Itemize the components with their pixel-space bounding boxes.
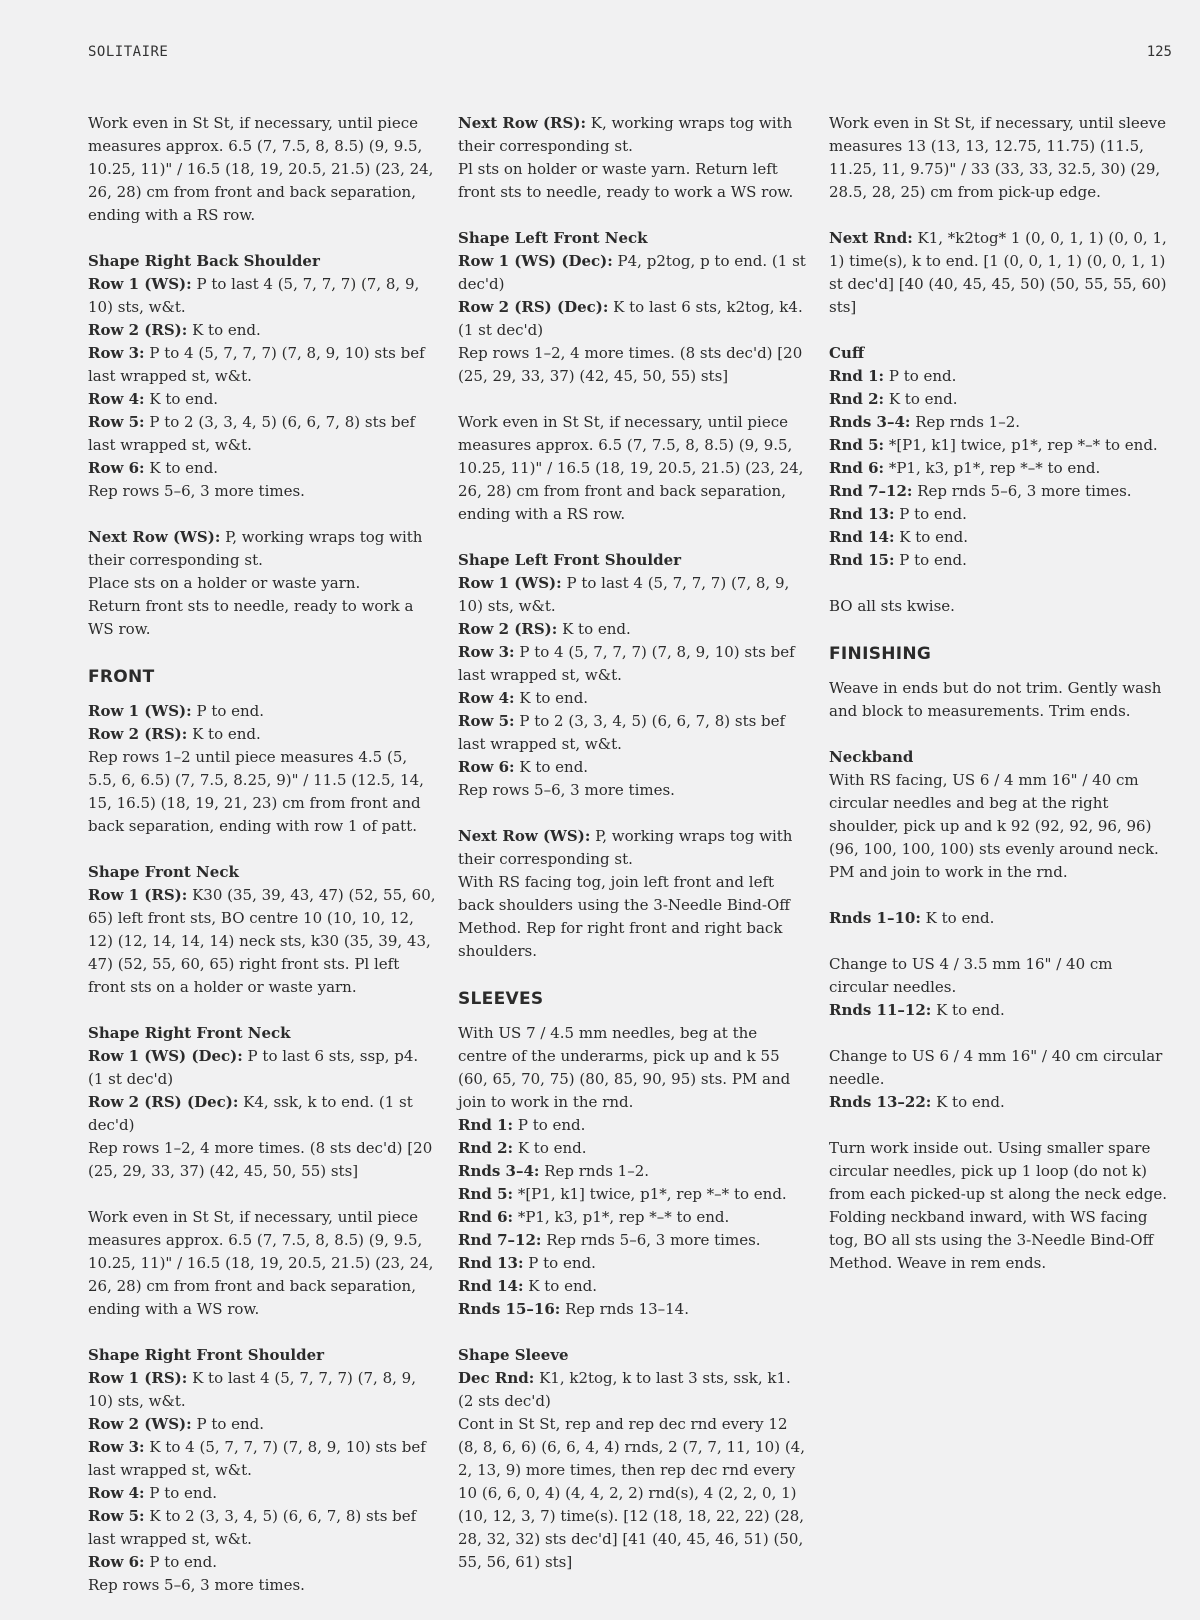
- instruction-line: [88, 700, 438, 723]
- row-label: Row 1 (WS) (Dec):: [88, 1047, 243, 1065]
- row-text: Place sts on a holder or waste yarn.: [88, 574, 361, 592]
- row-text: K1, *k2tog* 1 (0, 0, 1, 1) (0, 0, 1, 1) time(s), k to end. [1 (0, 0, 1, 1) (0, 0, 1, 1) st dec'd] [40 (40, 45, 45, 50) (50, 55, 55, 60) sts]: [829, 229, 1167, 316]
- instruction-line: [829, 1045, 1174, 1091]
- instruction-line: [88, 1551, 438, 1574]
- row-text: Rep rows 5–6, 3 more times.: [88, 1576, 305, 1594]
- running-head: SOLITAIRE: [88, 44, 169, 60]
- instruction-line: [829, 457, 1174, 480]
- instruction-block: [88, 1022, 438, 1183]
- row-label: Row 6:: [88, 1553, 145, 1571]
- row-label: Next Row (WS):: [458, 827, 591, 845]
- row-text: Rep rows 5–6, 3 more times.: [458, 781, 675, 799]
- row-label: Rnds 1–10:: [829, 909, 921, 927]
- instruction-block: [88, 526, 438, 641]
- row-label: Row 1 (RS):: [88, 1369, 188, 1387]
- row-text: Pl sts on holder or waste yarn. Return left front sts to needle, ready to work a WS row.: [458, 160, 794, 201]
- instruction-line: [458, 1413, 808, 1574]
- row-text: K to end.: [523, 1277, 597, 1295]
- instruction-block: [458, 411, 808, 526]
- instruction-line: [458, 1160, 808, 1183]
- row-label: Row 2 (WS):: [88, 1415, 192, 1433]
- instruction-line: [88, 342, 438, 388]
- row-text: Cont in St St, rep and rep dec rnd every 12 (8, 8, 6, 6) (6, 6, 4, 4) rnds, 2 (7, 7, 11, 10) (4, 2, 13, 9) more times, then rep dec rnd every 10 (6, 6, 0, 4) (4, 4, 2, 2) rnd(s), 4 (2, 2, 0, 1) (10, 12, 3, 7) time(s). [12 (18, 18, 22, 22) (28, 28, 32, 32) sts dec'd] [41 (40, 45, 46, 51) (50, 55, 56, 61) sts]: [458, 1415, 805, 1571]
- instruction-line: [458, 158, 808, 204]
- instruction-line: [458, 1137, 808, 1160]
- instruction-line: [88, 319, 438, 342]
- row-label: Rnds 3–4:: [829, 413, 911, 431]
- instruction-line: [88, 1505, 438, 1551]
- row-text: Weave in ends but do not trim. Gently wash and block to measurements. Trim ends.: [829, 679, 1162, 720]
- row-text: K30 (35, 39, 43, 47) (52, 55, 60, 65) left front sts, BO centre 10 (10, 10, 12, 12) (12, 14, 14, 14) neck sts, k30 (35, 39, 43, 47) (52, 55, 60, 65) right front sts. Pl left front sts on a holder or waste yarn.: [88, 886, 436, 996]
- row-label: Row 5:: [88, 1507, 145, 1525]
- instruction-line: [458, 411, 808, 526]
- row-text: Change to US 6 / 4 mm 16" / 40 cm circular needle.: [829, 1047, 1163, 1088]
- instruction-line: [88, 1045, 438, 1091]
- row-text: Rep rnds 5–6, 3 more times.: [912, 482, 1132, 500]
- row-text: K to end.: [920, 909, 995, 927]
- row-label: Row 2 (RS) (Dec):: [88, 1093, 239, 1111]
- instruction-line: [88, 1091, 438, 1137]
- row-label: Row 2 (RS):: [458, 620, 558, 638]
- row-text: P to 2 (3, 3, 4, 5) (6, 6, 7, 8) sts bef last wrapped st, w&t.: [88, 413, 416, 454]
- row-label: Row 6:: [88, 459, 145, 477]
- row-text: With RS facing, US 6 / 4 mm 16" / 40 cm circular needles and beg at the right shoulder, pick up and k 92 (92, 92, 96, 96) (96, 100, 100, 100) sts evenly around neck. PM and join to work in the rnd.: [829, 771, 1159, 881]
- row-text: With US 7 / 4.5 mm needles, beg at the centre of the underarms, pick up and k 55 (60, 65, 70, 75) (80, 85, 90, 95) sts. PM and join to work in the rnd.: [458, 1024, 791, 1111]
- subheading: Shape Sleeve: [458, 1346, 569, 1364]
- row-text: Work even in St St, if necessary, until sleeve measures 13 (13, 13, 12.75, 11.75) (11.5, 11.25, 11, 9.75)" / 33 (33, 33, 32.5, 30) (29, 28.5, 28, 25) cm from pick-up edge.: [829, 114, 1167, 201]
- row-label: Row 6:: [458, 758, 515, 776]
- instruction-line: [829, 953, 1174, 999]
- row-text: K to last 4 (5, 7, 7, 7) (7, 8, 9, 10) sts, w&t.: [88, 1369, 416, 1410]
- instruction-line: [88, 1367, 438, 1413]
- row-text: K to end.: [513, 1139, 587, 1157]
- section-heading: SLEEVES: [458, 989, 544, 1009]
- instruction-block: [458, 549, 808, 802]
- instruction-line: [829, 999, 1174, 1022]
- column-3: [829, 112, 1174, 1298]
- row-text: Return front sts to needle, ready to work a WS row.: [88, 597, 414, 638]
- instruction-line: [458, 1183, 808, 1206]
- instruction-block: [458, 1022, 808, 1321]
- row-label: Next Row (WS):: [88, 528, 221, 546]
- instruction-block: [88, 700, 438, 838]
- row-label: Rnd 13:: [829, 505, 895, 523]
- instruction-line: [88, 457, 438, 480]
- instruction-block: [829, 1137, 1174, 1275]
- row-text: Rep rnds 1–2.: [910, 413, 1021, 431]
- row-label: Rnd 1:: [829, 367, 885, 385]
- row-text: K to 4 (5, 7, 7, 7) (7, 8, 9, 10) sts bef last wrapped st, w&t.: [88, 1438, 426, 1479]
- row-text: K1, k2tog, k to last 3 sts, ssk, k1. (2 sts dec'd): [458, 1369, 791, 1410]
- instruction-line: [458, 296, 808, 342]
- row-text: P to 4 (5, 7, 7, 7) (7, 8, 9, 10) sts bef last wrapped st, w&t.: [88, 344, 425, 385]
- instruction-line: [88, 884, 438, 999]
- row-text: Work even in St St, if necessary, until piece measures approx. 6.5 (7, 7.5, 8, 8.5) (9, 9.5, 10.25, 11)" / 16.5 (18, 19, 20.5, 21.5) (23, 24, 26, 28) cm from front and back separation, ending with a RS row.: [88, 114, 434, 224]
- row-text: P, working wraps tog with their corresponding st.: [458, 827, 793, 868]
- row-text: K to end.: [894, 528, 968, 546]
- row-label: Row 1 (WS) (Dec):: [458, 252, 613, 270]
- row-text: P to last 4 (5, 7, 7, 7) (7, 8, 9, 10) sts, w&t.: [458, 574, 790, 615]
- instruction-line: [829, 227, 1174, 319]
- column-2: [458, 112, 808, 1597]
- row-text: Rep rows 1–2 until piece measures 4.5 (5, 5.5, 6, 6.5) (7, 7.5, 8.25, 9)" / 11.5 (12.5, 14, 15, 16.5) (18, 19, 21, 23) cm from front and back separation, ending with row 1 of patt.: [88, 748, 424, 835]
- row-label: Rnd 5:: [458, 1185, 514, 1203]
- row-text: K to end.: [931, 1001, 1005, 1019]
- instruction-line: [829, 1091, 1174, 1114]
- instruction-block: [829, 342, 1174, 572]
- row-text: P to end.: [144, 1484, 217, 1502]
- row-label: Rnds 15–16:: [458, 1300, 561, 1318]
- subheading: Shape Front Neck: [88, 863, 239, 881]
- instruction-line: [829, 769, 1174, 884]
- row-label: Rnd 6:: [829, 459, 885, 477]
- instruction-line: [88, 411, 438, 457]
- row-text: *P1, k3, p1*, rep *–* to end.: [884, 459, 1101, 477]
- page-number: 125: [1146, 44, 1172, 60]
- row-text: With RS facing tog, join left front and left back shoulders using the 3-Needle Bind-Off Method. Rep for right front and right back shoulders.: [458, 873, 790, 960]
- instruction-line: [88, 572, 438, 595]
- row-label: Row 5:: [88, 413, 145, 431]
- row-label: Rnds 3–4:: [458, 1162, 540, 1180]
- instruction-block: [458, 112, 808, 204]
- row-text: P to 2 (3, 3, 4, 5) (6, 6, 7, 8) sts bef last wrapped st, w&t.: [458, 712, 786, 753]
- instruction-line: [458, 342, 808, 388]
- row-text: Work even in St St, if necessary, until piece measures approx. 6.5 (7, 7.5, 8, 8.5) (9, 9.5, 10.25, 11)" / 16.5 (18, 19, 20.5, 21.5) (23, 24, 26, 28) cm from front and back separation, ending with a RS row.: [458, 413, 804, 523]
- instruction-line: [88, 388, 438, 411]
- instruction-block: [829, 595, 1174, 618]
- row-label: Row 1 (WS):: [88, 275, 192, 293]
- instruction-line: [458, 710, 808, 756]
- instruction-line: [829, 480, 1174, 503]
- instruction-line: [88, 1482, 438, 1505]
- instruction-block: [88, 112, 438, 227]
- row-label: Row 3:: [88, 1438, 145, 1456]
- instruction-block: [88, 861, 438, 999]
- subheading: Neckband: [829, 748, 914, 766]
- row-text: Rep rnds 5–6, 3 more times.: [541, 1231, 761, 1249]
- row-text: K to end.: [187, 321, 261, 339]
- row-text: K to end.: [557, 620, 631, 638]
- instruction-line: [458, 641, 808, 687]
- subheading: Shape Left Front Shoulder: [458, 551, 682, 569]
- instruction-line: [88, 1574, 438, 1597]
- instruction-line: [458, 871, 808, 963]
- instruction-block: [458, 825, 808, 963]
- row-label: Rnd 7–12:: [458, 1231, 542, 1249]
- row-label: Rnds 13–22:: [829, 1093, 932, 1111]
- instruction-line: [458, 1252, 808, 1275]
- row-text: BO all sts kwise.: [829, 597, 955, 615]
- instruction-line: [88, 1206, 438, 1321]
- row-text: K to end.: [884, 390, 958, 408]
- row-text: P to end.: [513, 1116, 586, 1134]
- row-text: Turn work inside out. Using smaller spare circular needles, pick up 1 loop (do not k) from each picked-up st along the neck edge. Folding neckband inward, with WS facing tog, BO all sts using the 3-Needle Bind-Off Method. Weave in rem ends.: [829, 1139, 1168, 1272]
- instruction-line: [458, 572, 808, 618]
- row-label: Rnd 6:: [458, 1208, 514, 1226]
- instruction-line: [88, 746, 438, 838]
- row-text: P to end.: [191, 1415, 265, 1433]
- row-label: Row 4:: [88, 390, 145, 408]
- instruction-line: [829, 1137, 1174, 1275]
- instruction-line: [458, 1022, 808, 1114]
- row-label: Rnd 1:: [458, 1116, 514, 1134]
- row-text: Rep rows 1–2, 4 more times. (8 sts dec'd) [20 (25, 29, 33, 37) (42, 45, 50, 55) sts]: [458, 344, 803, 385]
- instruction-block: [458, 227, 808, 388]
- row-text: P to end.: [884, 367, 957, 385]
- instruction-block: [88, 1344, 438, 1597]
- row-text: K to end.: [931, 1093, 1005, 1111]
- instruction-line: [88, 595, 438, 641]
- instruction-line: [458, 1275, 808, 1298]
- row-label: Rnd 7–12:: [829, 482, 913, 500]
- instruction-line: [458, 756, 808, 779]
- row-text: Rep rows 5–6, 3 more times.: [88, 482, 305, 500]
- instruction-line: [458, 1298, 808, 1321]
- instruction-line: [88, 526, 438, 572]
- row-label: Row 2 (RS):: [88, 725, 188, 743]
- row-label: Row 2 (RS):: [88, 321, 188, 339]
- row-label: Rnd 14:: [458, 1277, 524, 1295]
- instruction-block: [829, 112, 1174, 204]
- row-label: Row 2 (RS) (Dec):: [458, 298, 609, 316]
- row-label: Rnd 2:: [829, 390, 885, 408]
- instruction-line: [88, 273, 438, 319]
- instruction-block: [829, 227, 1174, 319]
- instruction-line: [458, 618, 808, 641]
- instruction-line: [458, 250, 808, 296]
- instruction-block: [88, 1206, 438, 1321]
- row-text: *P1, k3, p1*, rep *–* to end.: [513, 1208, 730, 1226]
- instruction-line: [829, 503, 1174, 526]
- row-text: P to end.: [894, 551, 967, 569]
- row-label: Next Row (RS):: [458, 114, 586, 132]
- instruction-line: [829, 388, 1174, 411]
- row-text: K to last 6 sts, k2tog, k4. (1 st dec'd): [458, 298, 803, 339]
- row-label: Row 3:: [458, 643, 515, 661]
- column-1: [88, 112, 438, 1620]
- row-label: Rnd 2:: [458, 1139, 514, 1157]
- row-text: Rep rnds 1–2.: [539, 1162, 650, 1180]
- instruction-line: [88, 1137, 438, 1183]
- instruction-line: [458, 687, 808, 710]
- row-text: P to end.: [523, 1254, 596, 1272]
- row-text: K to end.: [187, 725, 261, 743]
- instruction-line: [829, 365, 1174, 388]
- subheading: Shape Right Front Neck: [88, 1024, 291, 1042]
- instruction-line: [829, 549, 1174, 572]
- row-text: K4, ssk, k to end. (1 st dec'd): [88, 1093, 413, 1134]
- row-text: P to end.: [894, 505, 967, 523]
- instruction-line: [88, 1436, 438, 1482]
- instruction-line: [829, 434, 1174, 457]
- instruction-block: [829, 1045, 1174, 1114]
- row-label: Dec Rnd:: [458, 1369, 535, 1387]
- row-text: Rep rnds 13–14.: [560, 1300, 689, 1318]
- row-label: Next Rnd:: [829, 229, 913, 247]
- instruction-line: [458, 1229, 808, 1252]
- row-text: Work even in St St, if necessary, until piece measures approx. 6.5 (7, 7.5, 8, 8.5) (9, 9.5, 10.25, 11)" / 16.5 (18, 19, 20.5, 21.5) (23, 24, 26, 28) cm from front and back separation, ending with a WS row.: [88, 1208, 434, 1318]
- row-text: K to end.: [514, 758, 589, 776]
- row-text: K, working wraps tog with their corresponding st.: [458, 114, 793, 155]
- instruction-line: [829, 907, 1174, 930]
- instruction-line: [829, 526, 1174, 549]
- instruction-line: [458, 112, 808, 158]
- instruction-line: [88, 480, 438, 503]
- row-label: Rnd 14:: [829, 528, 895, 546]
- row-label: Row 5:: [458, 712, 515, 730]
- instruction-block: [829, 953, 1174, 1022]
- section-heading: FINISHING: [829, 644, 932, 664]
- row-text: *[P1, k1] twice, p1*, rep *–* to end.: [884, 436, 1158, 454]
- row-label: Rnd 5:: [829, 436, 885, 454]
- instruction-line: [829, 677, 1174, 723]
- subheading: Shape Right Front Shoulder: [88, 1346, 325, 1364]
- row-text: K to end.: [144, 390, 219, 408]
- row-text: K to end.: [514, 689, 589, 707]
- instruction-line: [88, 112, 438, 227]
- subheading: Shape Left Front Neck: [458, 229, 648, 247]
- instruction-line: [829, 411, 1174, 434]
- row-text: P to last 4 (5, 7, 7, 7) (7, 8, 9, 10) sts, w&t.: [88, 275, 420, 316]
- row-text: Rep rows 1–2, 4 more times. (8 sts dec'd) [20 (25, 29, 33, 37) (42, 45, 50, 55) sts]: [88, 1139, 433, 1180]
- row-label: Row 1 (WS):: [458, 574, 562, 592]
- instruction-line: [458, 825, 808, 871]
- instruction-line: [829, 595, 1174, 618]
- row-label: Row 3:: [88, 344, 145, 362]
- row-text: P to end.: [191, 702, 265, 720]
- instruction-line: [458, 1367, 808, 1413]
- subheading: Cuff: [829, 344, 865, 362]
- subheading: Shape Right Back Shoulder: [88, 252, 320, 270]
- row-text: P to end.: [144, 1553, 217, 1571]
- row-text: P to 4 (5, 7, 7, 7) (7, 8, 9, 10) sts bef last wrapped st, w&t.: [458, 643, 795, 684]
- row-label: Row 1 (WS):: [88, 702, 192, 720]
- instruction-block: [829, 907, 1174, 930]
- row-text: P4, p2tog, p to end. (1 st dec'd): [458, 252, 806, 293]
- row-label: Rnd 15:: [829, 551, 895, 569]
- row-text: *[P1, k1] twice, p1*, rep *–* to end.: [513, 1185, 787, 1203]
- instruction-line: [88, 723, 438, 746]
- row-text: Change to US 4 / 3.5 mm 16" / 40 cm circular needles.: [829, 955, 1113, 996]
- instruction-block: [829, 746, 1174, 884]
- instruction-line: [458, 1206, 808, 1229]
- instruction-block: [458, 1344, 808, 1574]
- instruction-line: [458, 1114, 808, 1137]
- instruction-line: [458, 779, 808, 802]
- row-label: Rnds 11–12:: [829, 1001, 932, 1019]
- section-heading: FRONT: [88, 667, 155, 687]
- instruction-line: [88, 1413, 438, 1436]
- row-text: K to end.: [144, 459, 219, 477]
- row-label: Row 4:: [458, 689, 515, 707]
- row-text: P, working wraps tog with their corresponding st.: [88, 528, 423, 569]
- row-label: Rnd 13:: [458, 1254, 524, 1272]
- row-label: Row 4:: [88, 1484, 145, 1502]
- instruction-block: [829, 677, 1174, 723]
- instruction-block: [88, 250, 438, 503]
- row-text: P to last 6 sts, ssp, p4. (1 st dec'd): [88, 1047, 419, 1088]
- row-text: K to 2 (3, 3, 4, 5) (6, 6, 7, 8) sts bef last wrapped st, w&t.: [88, 1507, 417, 1548]
- instruction-line: [829, 112, 1174, 204]
- row-label: Row 1 (RS):: [88, 886, 188, 904]
